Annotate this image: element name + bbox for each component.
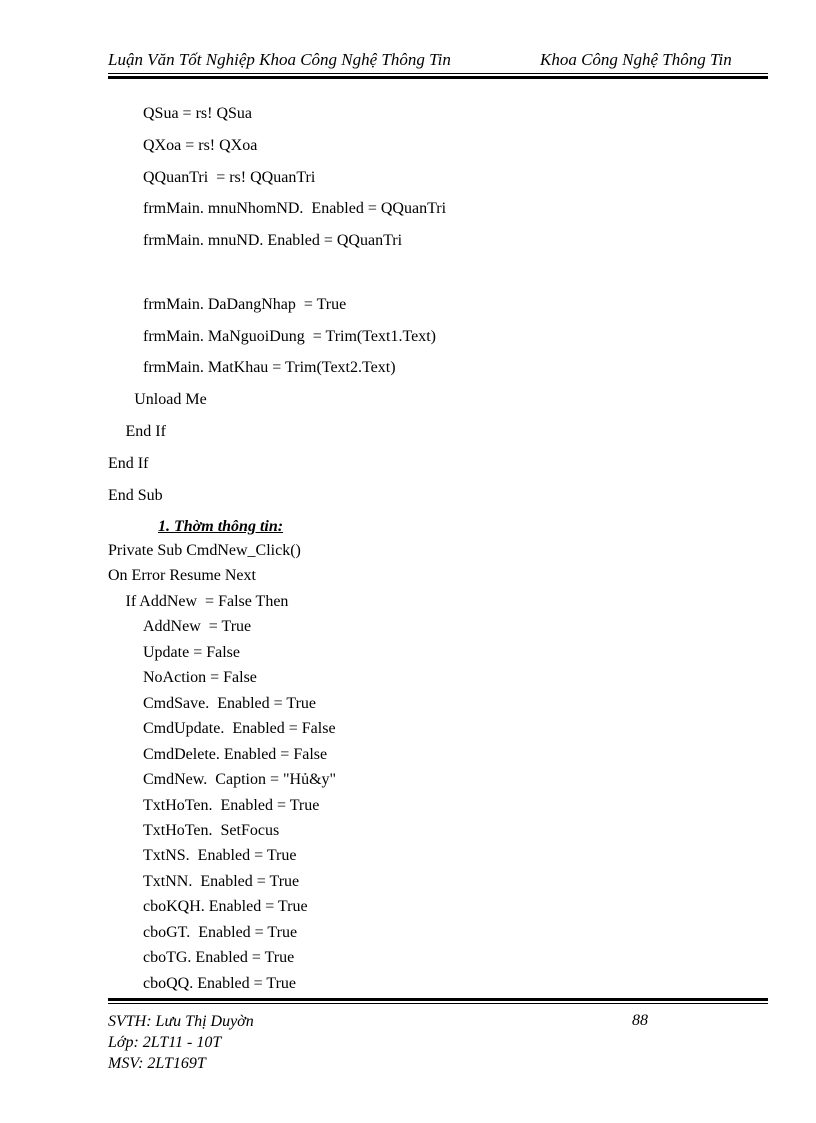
- code-line: End Sub: [108, 486, 163, 504]
- section-title: 1. Thờm thông tin:: [158, 518, 284, 535]
- code-line: frmMain. MaNguoiDung = Trim(Text1.Text): [143, 327, 436, 345]
- footer-rule-thin: [108, 1003, 768, 1004]
- footer-rule-thick: [108, 998, 768, 1001]
- code-line: CmdSave. Enabled = True: [143, 694, 317, 712]
- code-line: cboKQH. Enabled = True: [143, 898, 308, 916]
- footer-lop: Lớp: 2LT11 - 10T: [108, 1034, 222, 1051]
- code-line: CmdDelete. Enabled = False: [143, 745, 328, 763]
- footer-svth: SVTH: Lưu Thị Duyờn: [108, 1013, 254, 1030]
- footer-msv: MSV: 2LT169T: [108, 1055, 206, 1072]
- header-right: Khoa Công Nghệ Thông Tin: [540, 50, 732, 69]
- code-line: End If: [125, 423, 166, 440]
- code-line: frmMain. DaDangNhap = True: [143, 295, 347, 313]
- code-line: QSua = rs! QSua: [143, 105, 253, 122]
- code-line: Unload Me: [134, 391, 207, 409]
- code-line: cboQQ. Enabled = True: [143, 974, 297, 992]
- code-line: frmMain. mnuND. Enabled = QQuanTri: [143, 232, 403, 250]
- code-line: On Error Resume Next: [108, 567, 256, 585]
- code-line: cboTG. Enabled = True: [143, 949, 295, 967]
- header-rule-thick: [108, 76, 768, 79]
- page-number: 88: [632, 1012, 648, 1029]
- code-line: QQuanTri = rs! QQuanTri: [143, 168, 316, 186]
- code-line: Update = False: [143, 643, 240, 661]
- code-line: NoAction = False: [143, 669, 257, 687]
- code-line: If AddNew = False Then: [125, 592, 289, 610]
- code-line: TxtNS. Enabled = True: [143, 847, 297, 865]
- code-line: AddNew = True: [143, 618, 252, 636]
- code-line: cboGT. Enabled = True: [143, 923, 298, 941]
- code-line: QXoa = rs! QXoa: [143, 136, 258, 154]
- code-line: End If: [108, 454, 149, 472]
- header-rule-thin: [108, 73, 768, 74]
- code-line: TxtNN. Enabled = True: [143, 872, 300, 890]
- code-line: TxtHoTen. Enabled = True: [143, 796, 320, 814]
- code-line: frmMain. mnuNhomND. Enabled = QQuanTri: [143, 200, 447, 218]
- code-line: CmdNew. Caption = "Hủ&y": [143, 771, 337, 789]
- code-line: Private Sub CmdNew_Click(): [108, 542, 301, 559]
- code-line: CmdUpdate. Enabled = False: [143, 720, 336, 738]
- code-line: TxtHoTen. SetFocus: [143, 821, 280, 839]
- code-line: frmMain. MatKhau = Trim(Text2.Text): [143, 359, 396, 377]
- header-left: Luận Văn Tốt Nghiệp Khoa Công Nghệ Thông Tin: [108, 50, 451, 69]
